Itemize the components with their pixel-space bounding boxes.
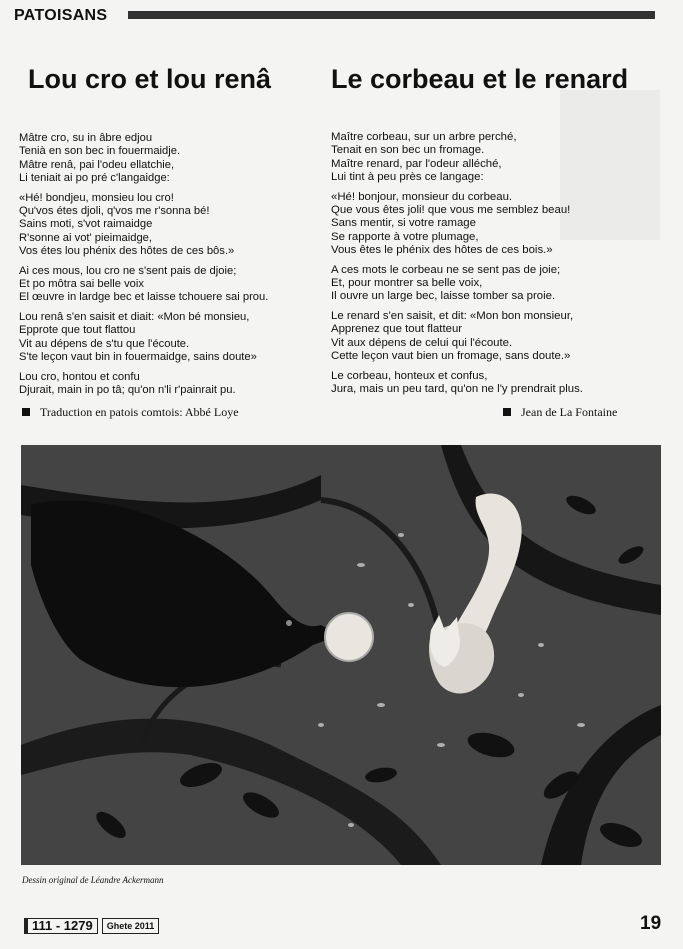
poem-stanza [19, 311, 268, 365]
poem-line: Que vous êtes joli! que vous me semblez beau! [331, 204, 571, 217]
bullet-icon [22, 408, 30, 416]
poem-line: Cette leçon vaut bien un fromage, sans doute.» [331, 350, 571, 363]
poem-line: Ai ces mous, lou cro ne s'sent pais de djoie; [19, 264, 237, 277]
poem-line: Et po môtra sai belle voix [19, 278, 144, 291]
poem-stanza [331, 131, 583, 185]
poem-line: A ces mots le corbeau ne se sent pas de joie; [331, 263, 561, 276]
poem-line: Djurait, main in po tâ; qu'on n'li r'painrait pu. [19, 383, 236, 396]
poem-line: «Hé! bonjour, monsieur du corbeau. [331, 190, 513, 203]
right-poem-title: Le corbeau et le renard [331, 64, 629, 94]
poem-line: Jura, mais un peu tard, qu'on ne l'y prendrait plus. [331, 382, 583, 395]
translation-credit-text: Traduction en patois comtois: Abbé Loye [40, 405, 239, 419]
section-label: PATOISANS [14, 7, 108, 24]
crow-eye [286, 620, 292, 626]
poem-line: Apprenez que tout flatteur [331, 323, 463, 336]
illustration-crow-fox [21, 445, 661, 865]
poem-line: Lou renâ s'en saisit et diait: «Mon bé monsieu, [19, 310, 250, 323]
poem-line: Epprote que tout flattou [19, 324, 136, 337]
poem-line: Maître corbeau, sur un arbre perché, [331, 131, 517, 143]
poem-line: Mâtre cro, su in âbre edjou [19, 132, 153, 144]
translation-credit [22, 405, 239, 420]
page-number: 19 [640, 913, 662, 934]
left-poem-title: Lou cro et lou renâ [28, 64, 272, 94]
cheese [325, 613, 373, 661]
left-poem [19, 132, 268, 403]
poem-line: Vit au dépens de s'tu que l'écoute. [19, 337, 190, 350]
poem-stanza [19, 192, 268, 259]
poem-line: Tenait en son bec un fromage. [331, 144, 485, 157]
poem-line: Vos étes lou phénix des hôtes de ces bôs.» [19, 245, 235, 258]
header-rule [128, 11, 655, 19]
poem-line: Lui tint à peu près ce langage: [331, 171, 484, 184]
poem-line: Il ouvre un large bec, laisse tomber sa proie. [331, 290, 556, 303]
poem-stanza [331, 191, 583, 258]
poem-line: «Hé! bondjeu, monsieu lou cro! [19, 191, 174, 204]
poem-line: El œuvre in lardge bec et laisse tchouere sai prou. [19, 291, 269, 304]
poem-stanza [331, 370, 583, 397]
poem-line: Sans mentir, si votre ramage [331, 217, 476, 230]
poem-stanza [331, 264, 583, 304]
poem-line: Maître renard, par l'odeur alléché, [331, 157, 502, 170]
right-poem [331, 131, 583, 402]
poem-stanza [19, 371, 268, 398]
author-credit [503, 405, 617, 420]
author-credit-text: Jean de La Fontaine [521, 405, 618, 419]
issue-info [24, 918, 159, 934]
poem-line: Le renard s'en saisit, et dit: «Mon bon monsieur, [331, 309, 574, 322]
poem-stanza [19, 132, 268, 186]
poem-line: Se rapporte à votre plumage, [331, 230, 479, 243]
bullet-icon [503, 408, 511, 416]
poem-line: Le corbeau, honteux et confus, [331, 369, 488, 382]
illustration-caption: Dessin original de Léandre Ackermann [22, 875, 164, 885]
poem-line: Qu'vos étes djoli, q'vos me r'sonna bé! [19, 205, 210, 218]
poem-line: Sains moti, s'vot raimaidge [19, 218, 153, 231]
poem-line: Et, pour montrer sa belle voix, [331, 277, 483, 290]
poem-line: S'te leçon vaut bin in fouermaidge, sains doute» [19, 351, 257, 364]
poem-stanza [19, 265, 268, 305]
poem-line: Li teniait ai po pré c'langaidge: [19, 172, 170, 185]
poem-line: Tenià en son bec in fouermaidje. [19, 145, 181, 158]
poem-line: R'sonne ai vot' pieimaidge, [19, 231, 153, 244]
issue-date: Ghete 2011 [102, 918, 160, 934]
poem-line: Vit aux dépens de celui qui l'écoute. [331, 336, 513, 349]
poem-line: Vous êtes le phénix des hôtes de ces bois.» [331, 244, 553, 257]
poem-stanza [331, 310, 583, 364]
poem-line: Lou cro, hontou et confu [19, 370, 140, 383]
poem-line: Mâtre renâ, pai l'odeu ellatchie, [19, 158, 175, 171]
issue-number: 111 - 1279 [24, 918, 98, 934]
